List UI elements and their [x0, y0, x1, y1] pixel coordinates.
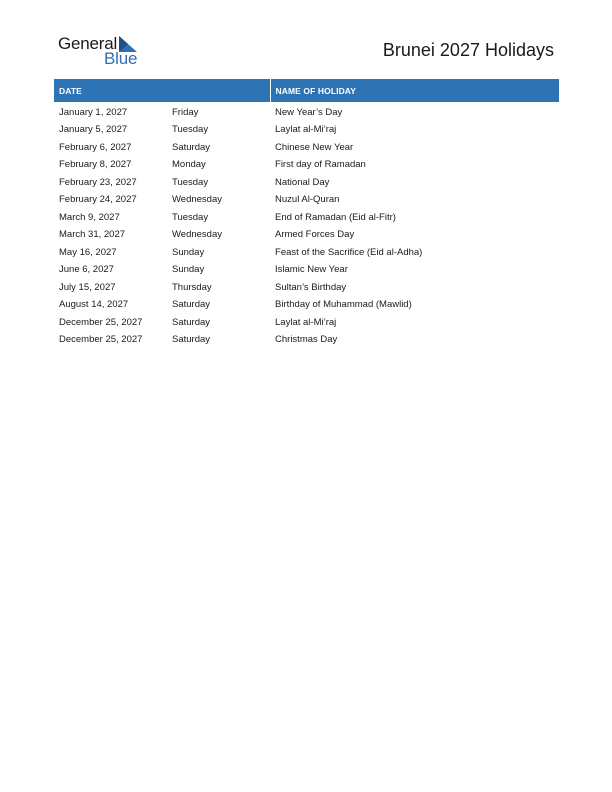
holiday-weekday-cell: Saturday — [172, 316, 211, 328]
page-title: Brunei 2027 Holidays — [382, 40, 554, 60]
table-row — [54, 139, 559, 157]
holiday-name-cell: Nuzul Al-Quran — [275, 194, 340, 206]
table-row — [54, 314, 559, 332]
holiday-weekday-cell: Thursday — [172, 281, 212, 293]
table-row — [54, 279, 559, 297]
holiday-name-cell: Armed Forces Day — [275, 229, 355, 241]
holiday-weekday-cell: Wednesday — [172, 194, 222, 206]
holiday-date-cell: February 24, 2027 — [59, 194, 137, 206]
holiday-date-cell: February 6, 2027 — [59, 141, 132, 153]
holiday-name-cell: Chinese New Year — [275, 141, 354, 153]
holiday-date-cell: July 15, 2027 — [59, 281, 116, 293]
holiday-date-cell: December 25, 2027 — [59, 316, 143, 328]
table-row — [54, 227, 559, 245]
holiday-date-cell: March 31, 2027 — [59, 229, 126, 241]
holiday-date-cell: March 9, 2027 — [59, 211, 120, 223]
holiday-weekday-cell: Tuesday — [172, 124, 209, 136]
holiday-date-cell: January 1, 2027 — [59, 106, 128, 118]
holiday-weekday-cell: Tuesday — [172, 176, 209, 188]
column-header-date: DATE — [54, 79, 270, 102]
holiday-weekday-cell: Tuesday — [172, 211, 209, 223]
table-row — [54, 122, 559, 140]
table-header-row — [54, 79, 559, 102]
holiday-weekday-cell: Sunday — [172, 264, 205, 276]
holiday-date-cell: February 8, 2027 — [59, 159, 132, 171]
holiday-weekday-cell: Sunday — [172, 246, 205, 258]
holiday-weekday-cell: Saturday — [172, 299, 211, 311]
holiday-table — [54, 79, 559, 349]
holiday-name-cell: First day of Ramadan — [275, 159, 366, 171]
holiday-date-cell: December 25, 2027 — [59, 334, 143, 346]
table-row — [54, 209, 559, 227]
holiday-weekday-cell: Saturday — [172, 334, 211, 346]
table-row — [54, 102, 559, 122]
holiday-date-cell: May 16, 2027 — [59, 246, 117, 258]
holiday-weekday-cell: Monday — [172, 159, 206, 171]
holiday-rows — [54, 102, 559, 349]
table-row — [54, 332, 559, 350]
table-row — [54, 297, 559, 315]
holiday-date-cell: June 6, 2027 — [59, 264, 114, 276]
table-row — [54, 192, 559, 210]
logo-word-general: General — [58, 34, 118, 53]
column-header-holiday-name: NAME OF HOLIDAY — [270, 79, 559, 102]
table-row — [54, 262, 559, 280]
holiday-name-cell: Birthday of Muhammad (Mawlid) — [275, 299, 412, 311]
table-row — [54, 157, 559, 175]
table-row — [54, 244, 559, 262]
holiday-weekday-cell: Friday — [172, 106, 199, 118]
holiday-name-cell: Christmas Day — [275, 334, 338, 346]
holiday-name-cell: New Year’s Day — [275, 106, 343, 118]
holiday-date-cell: February 23, 2027 — [59, 176, 137, 188]
logo-word-blue: Blue — [104, 49, 138, 68]
holiday-name-cell: National Day — [275, 176, 330, 188]
holiday-name-cell: Laylat al-Mi’raj — [275, 316, 337, 328]
holiday-name-cell: End of Ramadan (Eid al-Fitr) — [275, 211, 396, 223]
holiday-date-cell: August 14, 2027 — [59, 299, 129, 311]
holiday-name-cell: Laylat al-Mi’raj — [275, 124, 337, 136]
holiday-name-cell: Feast of the Sacrifice (Eid al-Adha) — [275, 246, 423, 258]
holiday-name-cell: Islamic New Year — [275, 264, 348, 276]
holiday-weekday-cell: Saturday — [172, 141, 211, 153]
holiday-weekday-cell: Wednesday — [172, 229, 222, 241]
table-row — [54, 174, 559, 192]
generalblue-logo — [58, 34, 148, 68]
holiday-date-cell: January 5, 2027 — [59, 124, 128, 136]
holiday-name-cell: Sultan’s Birthday — [275, 281, 347, 293]
